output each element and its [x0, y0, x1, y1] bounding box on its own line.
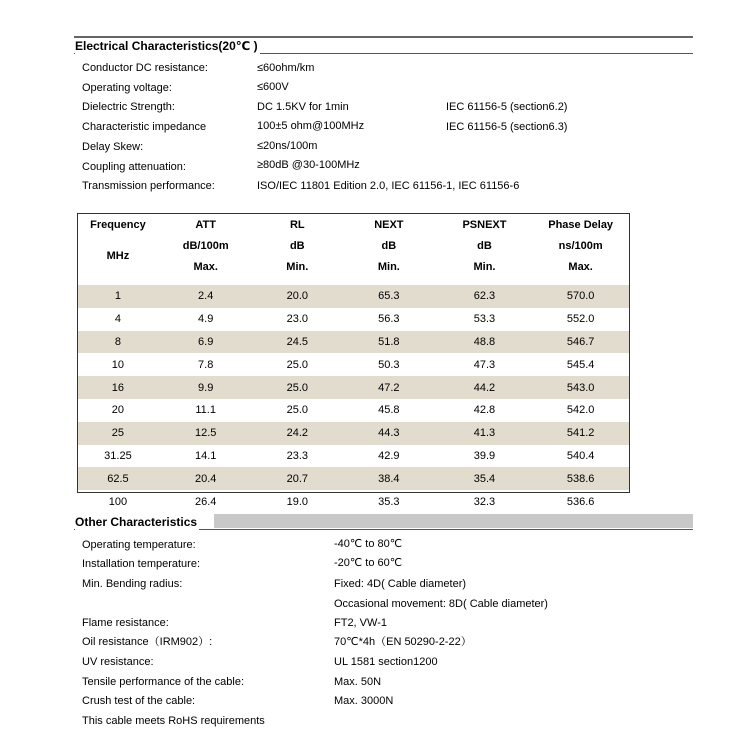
value-bending-occasional: Occasional movement: 8D( Cable diameter) [334, 598, 548, 610]
table-row [78, 285, 629, 308]
value-operating-voltage: ≤600V [257, 81, 289, 93]
table-cell: 26.4 [194, 495, 217, 508]
table-cell: 100 [108, 495, 128, 508]
table-cell: 538.6 [532, 467, 629, 490]
header-rl: RL [289, 218, 305, 231]
value-transmission: ISO/IEC 11801 Edition 2.0, IEC 61156-1, IEC 61156-6 [257, 180, 520, 192]
other-title: Other Characteristics [75, 515, 198, 529]
table-cell: 7.8 [198, 358, 214, 371]
table-row [78, 308, 629, 331]
ref-dielectric-strength: IEC 61156-5 (section6.2) [446, 101, 568, 113]
table-cell: 35.3 [378, 495, 400, 508]
label-impedance: Characteristic impedance [82, 121, 207, 133]
value-dc-resistance: ≤60ohm/km [257, 62, 315, 74]
table-cell: 56.3 [378, 313, 400, 326]
table-row [78, 399, 629, 422]
label-dielectric-strength: Dielectric Strength: [82, 101, 175, 113]
performance-table [77, 213, 630, 508]
table-cell: 11.1 [195, 404, 216, 417]
table-cell: 31.25 [104, 449, 132, 462]
label-operating-voltage: Operating voltage: [82, 82, 172, 94]
table-cell: 62.3 [437, 285, 533, 308]
label-coupling-attenuation: Coupling attenuation: [82, 161, 186, 173]
table-cell: 542.0 [566, 404, 595, 417]
table-cell: 25.0 [286, 404, 308, 417]
value-bending-fixed: Fixed: 4D( Cable diameter) [334, 578, 467, 590]
ref-impedance: IEC 61156-5 (section6.3) [446, 121, 568, 133]
rohs-note: This cable meets RoHS requirements [82, 715, 265, 727]
label-tensile: Tensile performance of the cable: [82, 676, 245, 688]
unit-att: dB/100m [182, 239, 229, 252]
table-cell: 20.7 [254, 467, 342, 490]
table-cell: 47.2 [341, 376, 437, 399]
table-cell: 51.8 [341, 331, 437, 354]
limit-att: Max. [193, 260, 218, 273]
table-cell: 23.0 [286, 313, 308, 326]
table-cell: 35.4 [437, 467, 533, 490]
table-cell: 540.4 [566, 449, 595, 462]
table-cell: 44.2 [437, 376, 533, 399]
label-delay-skew: Delay Skew: [82, 141, 144, 153]
value-flame-resistance: FT2, VW-1 [334, 617, 387, 629]
table-cell: 42.9 [378, 449, 400, 462]
value-installation-temperature: -20℃ to 60℃ [334, 557, 403, 569]
table-cell: 42.8 [473, 404, 496, 417]
table-cell: 8 [78, 331, 158, 354]
table-cell: 14.1 [194, 449, 217, 462]
table-cell: 45.8 [378, 404, 400, 417]
header-psnext: PSNEXT [462, 218, 507, 231]
table-cell: 570.0 [532, 285, 629, 308]
limit-psnext: Min. [473, 260, 496, 273]
table-cell: 552.0 [566, 313, 595, 326]
table-cell: 62.5 [78, 467, 158, 490]
other-section-header [74, 514, 693, 531]
value-oil-resistance: 70℃*4h（EN 50290-2-22） [334, 636, 472, 648]
table-cell: 53.3 [473, 313, 496, 326]
table-cell: 2.4 [158, 285, 254, 308]
table-cell: 32.3 [473, 495, 496, 508]
table-cell: 9.9 [158, 376, 254, 399]
table-cell: 20 [111, 404, 125, 417]
table-cell: 4.9 [198, 313, 214, 326]
table-cell: 541.2 [532, 422, 629, 445]
unit-rl: dB [289, 239, 305, 252]
value-uv-resistance: UL 1581 section1200 [334, 656, 438, 668]
label-installation-temperature: Installation temperature: [82, 558, 201, 570]
table-row [78, 331, 629, 354]
label-bending-radius: Min. Bending radius: [82, 578, 183, 590]
label-transmission: Transmission performance: [82, 180, 215, 192]
header-mhz: MHz [106, 250, 130, 262]
header-frequency: Frequency [90, 218, 146, 231]
electrical-title: Electrical Characteristics(20℃ ) [75, 39, 258, 53]
table-cell: 24.5 [254, 331, 342, 354]
table-cell: 47.3 [473, 358, 496, 371]
limit-next: Min. [377, 260, 400, 273]
table-cell: 38.4 [341, 467, 437, 490]
value-dielectric-strength: DC 1.5KV for 1min [257, 101, 349, 113]
table-unit-row [78, 235, 629, 256]
table-cell: 1 [78, 285, 158, 308]
label-uv-resistance: UV resistance: [82, 656, 154, 668]
electrical-section-header [74, 38, 693, 55]
table-spacer-row [78, 277, 629, 285]
table-cell: 536.6 [566, 495, 595, 508]
label-dc-resistance: Conductor DC resistance: [82, 62, 208, 74]
table-cell: 16 [78, 376, 158, 399]
table-cell: 20.0 [254, 285, 342, 308]
table-row [78, 422, 629, 445]
limit-rl: Min. [286, 260, 309, 273]
table-cell: 65.3 [341, 285, 437, 308]
table-cell: 4 [114, 313, 121, 326]
label-oil-resistance: Oil resistance（IRM902）: [82, 636, 213, 648]
table-cell: 41.3 [437, 422, 533, 445]
value-tensile: Max. 50N [334, 676, 382, 688]
table-cell: 20.4 [158, 467, 254, 490]
table-body [78, 277, 629, 513]
unit-psnext: dB [477, 239, 492, 252]
unit-phase-delay: ns/100m [558, 239, 603, 252]
table-cell: 48.8 [437, 331, 533, 354]
table-row [78, 353, 629, 376]
header-bar [214, 514, 693, 528]
value-coupling-attenuation: ≥80dB @30-100MHz [257, 159, 360, 171]
spacer-cell [78, 277, 629, 285]
table-cell: 543.0 [532, 376, 629, 399]
table-cell: 25 [78, 422, 158, 445]
value-crush: Max. 3000N [334, 695, 394, 707]
label-crush: Crush test of the cable: [82, 695, 196, 707]
label-flame-resistance: Flame resistance: [82, 617, 169, 629]
table-cell: 545.4 [566, 358, 595, 371]
table-row [78, 376, 629, 399]
table-row [78, 445, 629, 468]
header-phase-delay: Phase Delay [548, 218, 614, 231]
table-cell: 546.7 [532, 331, 629, 354]
unit-next: dB [381, 239, 397, 252]
table-cell: 23.3 [286, 449, 308, 462]
table-row [78, 490, 629, 513]
header-next: NEXT [374, 218, 404, 231]
table-cell: 12.5 [158, 422, 254, 445]
value-impedance: 100±5 ohm@100MHz [257, 120, 365, 132]
table-limit-row [78, 256, 629, 277]
limit-phase-delay: Max. [568, 260, 593, 273]
table-header-row [78, 214, 629, 235]
table-cell: 44.3 [341, 422, 437, 445]
label-operating-temperature: Operating temperature: [82, 539, 196, 551]
table-cell: 50.3 [378, 358, 400, 371]
table-cell: 6.9 [158, 331, 254, 354]
table-row [78, 467, 629, 490]
table-cell: 25.0 [254, 376, 342, 399]
table-cell: 24.2 [254, 422, 342, 445]
value-operating-temperature: -40℃ to 80℃ [334, 538, 403, 550]
value-delay-skew: ≤20ns/100m [257, 140, 318, 152]
table-cell: 25.0 [286, 358, 308, 371]
table-cell: 19.0 [286, 495, 308, 508]
table-cell: 10 [111, 358, 125, 371]
header-att: ATT [195, 218, 216, 231]
table-cell: 39.9 [473, 449, 496, 462]
